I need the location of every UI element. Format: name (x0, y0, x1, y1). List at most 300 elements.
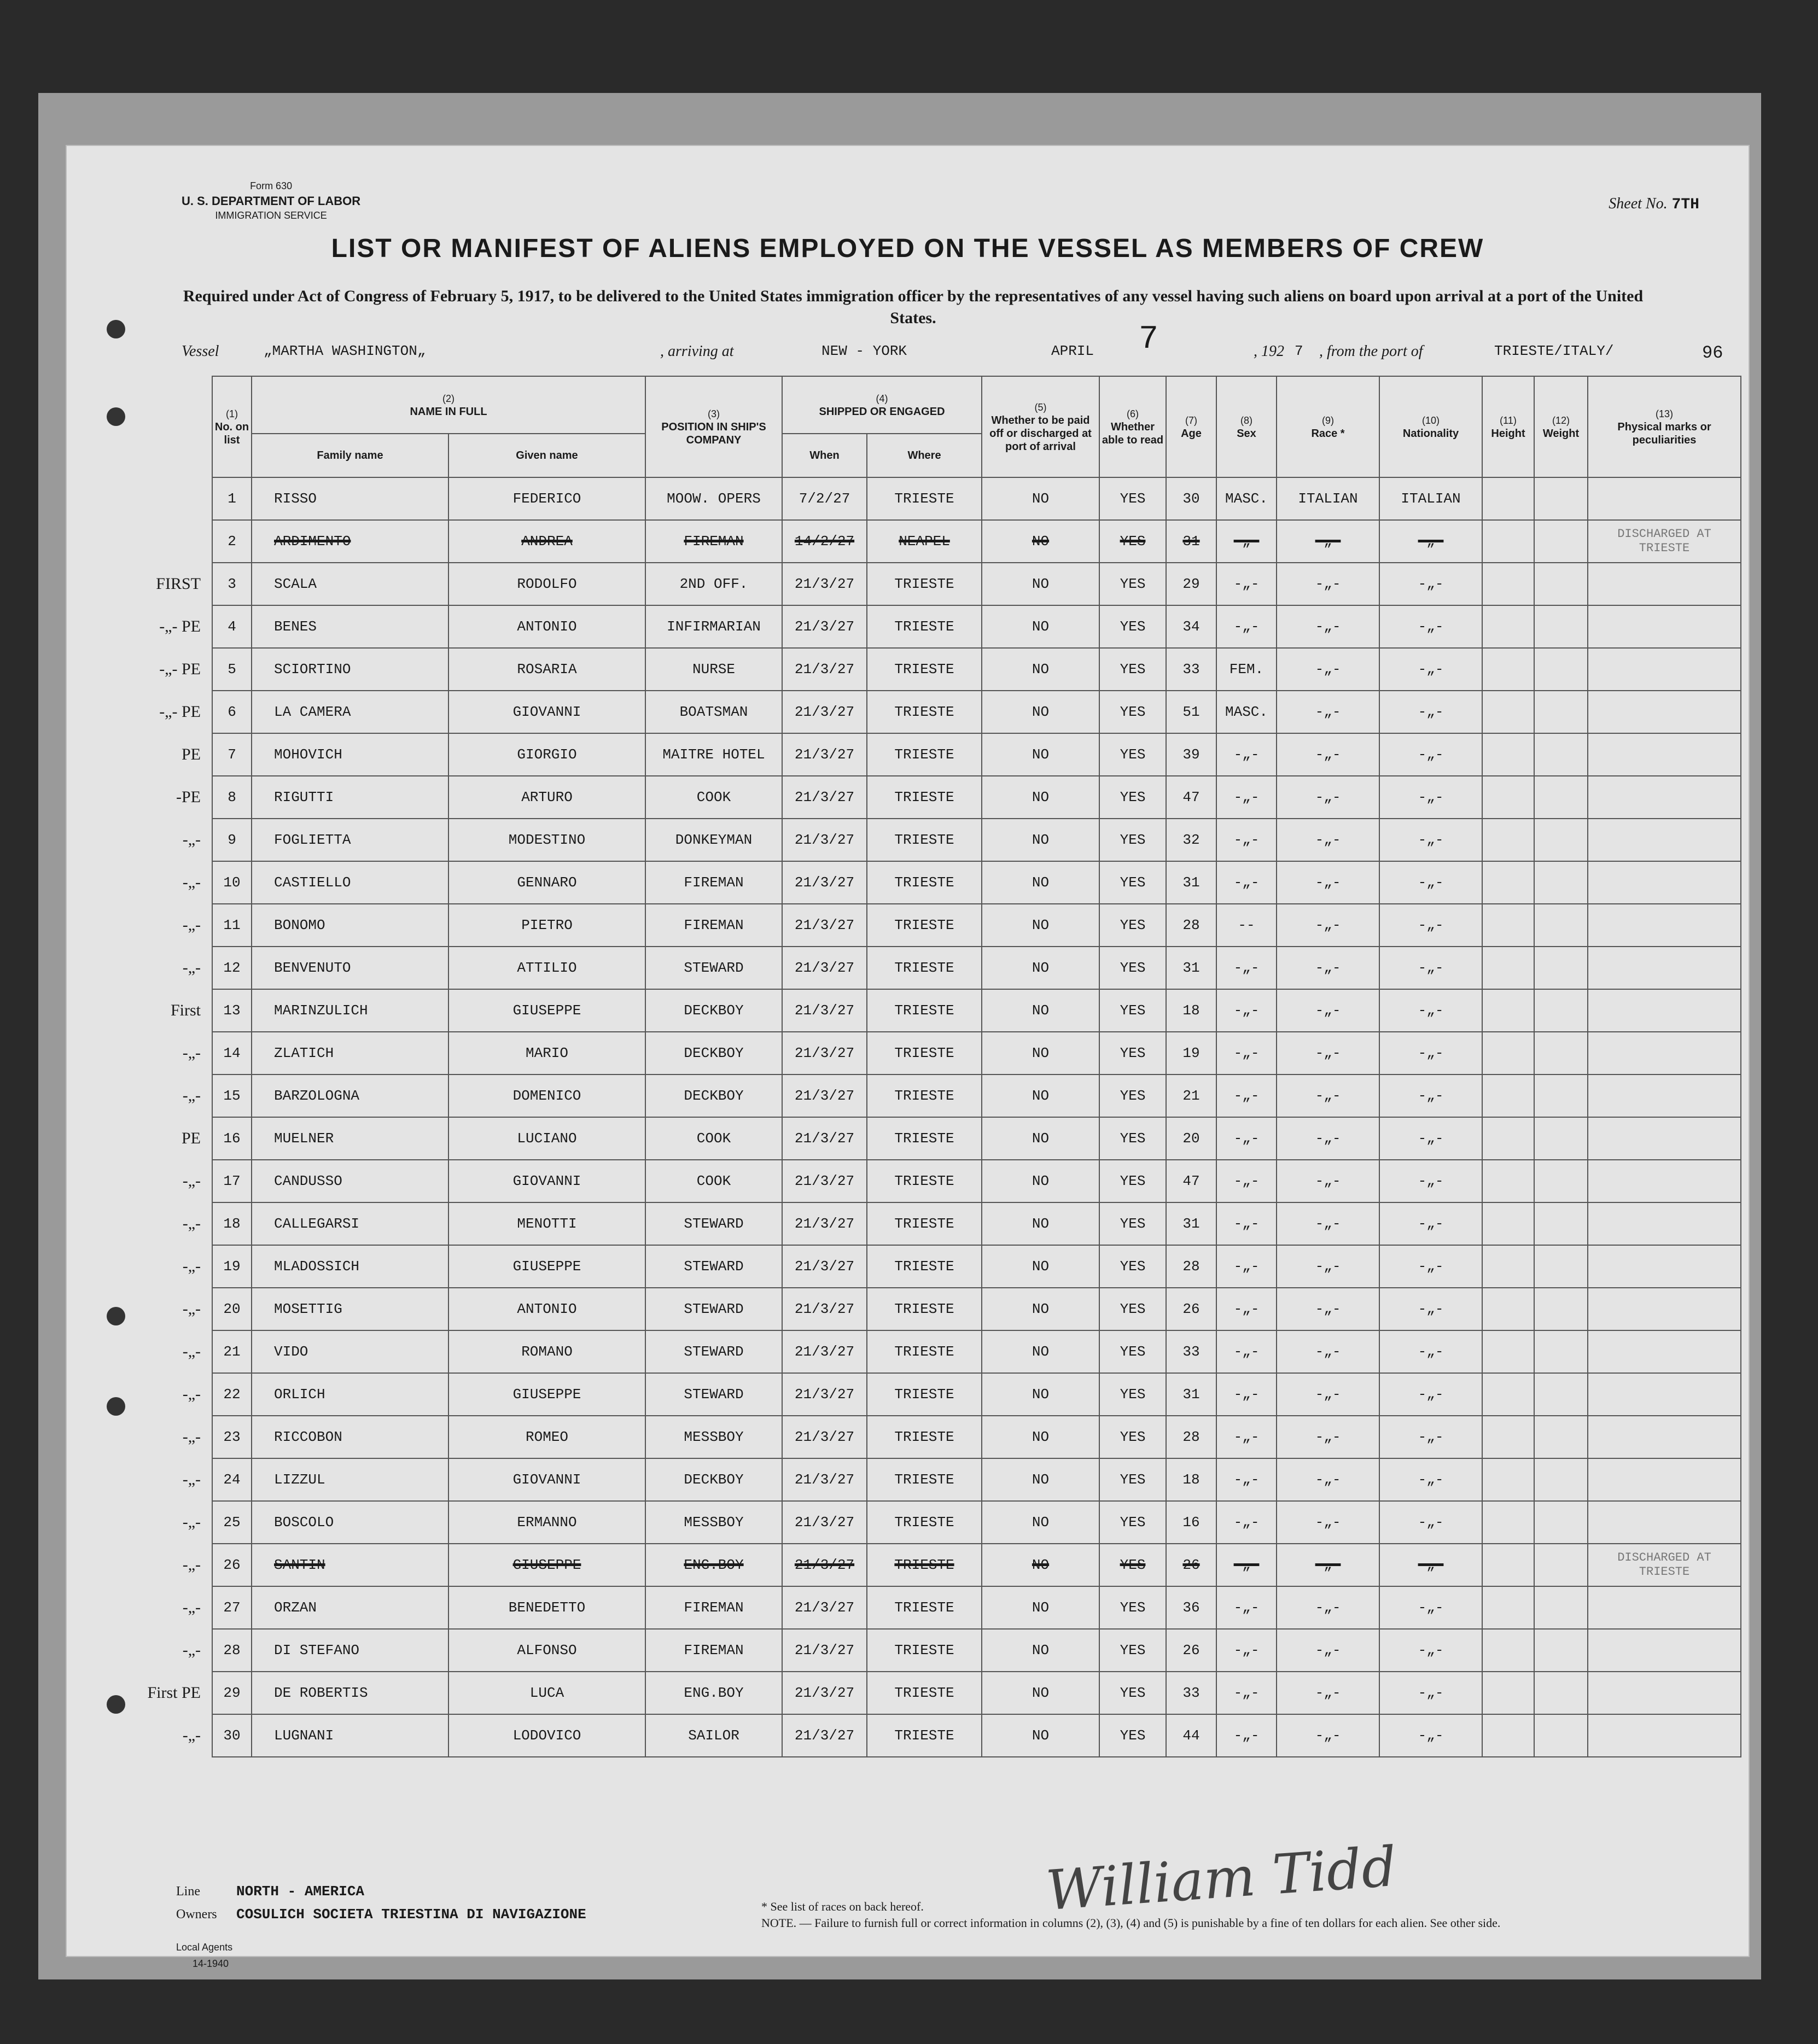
paid-off: NO (982, 648, 1099, 691)
sex: -„- (1216, 1672, 1277, 1714)
shipped-date: 21/3/27 (782, 563, 867, 605)
age: 34 (1166, 605, 1216, 648)
family-name: ORZAN (252, 1586, 448, 1629)
given-name: ANTONIO (448, 1288, 645, 1330)
family-name: MOSETTIG (252, 1288, 448, 1330)
given-name: GIOVANNI (448, 1458, 645, 1501)
weight (1534, 1714, 1588, 1757)
crew-rows (108, 477, 1741, 1757)
age: 44 (1166, 1714, 1216, 1757)
table-row (108, 1544, 1741, 1586)
position: STEWARD (645, 1288, 782, 1330)
row-number: 27 (212, 1586, 252, 1629)
weight (1534, 1501, 1588, 1544)
given-name: GIUSEPPE (448, 1245, 645, 1288)
shipped-port: TRIESTE (867, 1288, 982, 1330)
sex: -„- (1216, 733, 1277, 776)
table-row (108, 1672, 1741, 1714)
sex: -„- (1216, 1458, 1277, 1501)
height (1482, 1544, 1534, 1586)
family-name: MLADOSSICH (252, 1245, 448, 1288)
position: DECKBOY (645, 1458, 782, 1501)
from-label: , from the port of (1319, 343, 1423, 360)
height (1482, 691, 1534, 733)
race: -„- (1277, 605, 1379, 648)
race: -„- (1277, 861, 1379, 904)
paid-off: NO (982, 1458, 1099, 1501)
agents-label: Local Agents (176, 1942, 233, 1953)
table-row (108, 1032, 1741, 1074)
table-row (108, 776, 1741, 819)
nationality: -„- (1379, 1373, 1482, 1416)
age: 28 (1166, 904, 1216, 947)
col-header-paid-off: (5) Whether to be paid off or discharged at port of arrival (982, 376, 1099, 477)
height (1482, 989, 1534, 1032)
table-row (108, 1714, 1741, 1757)
age: 33 (1166, 648, 1216, 691)
nationality: -„- (1379, 1544, 1482, 1586)
race: -„- (1277, 1202, 1379, 1245)
able-to-read: YES (1099, 691, 1166, 733)
position: MAITRE HOTEL (645, 733, 782, 776)
row-number: 1 (212, 477, 252, 520)
height (1482, 1160, 1534, 1202)
row-number: 8 (212, 776, 252, 819)
col-header-shipped: (4) SHIPPED OR ENGAGED (782, 376, 982, 434)
paid-off: NO (982, 1032, 1099, 1074)
sex: -„- (1216, 1202, 1277, 1245)
family-name: DE ROBERTIS (252, 1672, 448, 1714)
family-name: LIZZUL (252, 1458, 448, 1501)
physical-marks (1588, 819, 1741, 861)
sex: -- (1216, 904, 1277, 947)
sex: -„- (1216, 520, 1277, 563)
shipped-port: TRIESTE (867, 989, 982, 1032)
shipped-date: 21/3/27 (782, 1501, 867, 1544)
race: -„- (1277, 1586, 1379, 1629)
physical-marks (1588, 1117, 1741, 1160)
position: MESSBOY (645, 1501, 782, 1544)
shipped-date: 21/3/27 (782, 1714, 867, 1757)
able-to-read: YES (1099, 1714, 1166, 1757)
shipped-port: TRIESTE (867, 1160, 982, 1202)
family-name: MUELNER (252, 1117, 448, 1160)
row-number: 6 (212, 691, 252, 733)
paid-off: NO (982, 1714, 1099, 1757)
nationality: -„- (1379, 1586, 1482, 1629)
height (1482, 1586, 1534, 1629)
paid-off: NO (982, 989, 1099, 1032)
shipped-date: 7/2/27 (782, 477, 867, 520)
row-number: 15 (212, 1074, 252, 1117)
paid-off: NO (982, 1416, 1099, 1458)
paid-off: NO (982, 1330, 1099, 1373)
row-number: 7 (212, 733, 252, 776)
col-header-position: (3) POSITION IN SHIP'S COMPANY (645, 376, 782, 477)
shipped-port: TRIESTE (867, 1373, 982, 1416)
position: BOATSMAN (645, 691, 782, 733)
table-row (108, 477, 1741, 520)
physical-marks (1588, 1714, 1741, 1757)
age: 28 (1166, 1416, 1216, 1458)
age: 28 (1166, 1245, 1216, 1288)
nationality: -„- (1379, 605, 1482, 648)
table-row (108, 1629, 1741, 1672)
nationality: -„- (1379, 1501, 1482, 1544)
paid-off: NO (982, 563, 1099, 605)
race: ITALIAN (1277, 477, 1379, 520)
able-to-read: YES (1099, 904, 1166, 947)
paid-off: NO (982, 776, 1099, 819)
paid-off: NO (982, 904, 1099, 947)
table-row (108, 819, 1741, 861)
sex: -„- (1216, 1288, 1277, 1330)
physical-marks (1588, 1160, 1741, 1202)
nationality: -„- (1379, 1330, 1482, 1373)
row-number: 28 (212, 1629, 252, 1672)
shipped-date: 21/3/27 (782, 1629, 867, 1672)
arriving-port: NEW - YORK (821, 343, 907, 359)
row-number: 24 (212, 1458, 252, 1501)
family-name: BOSCOLO (252, 1501, 448, 1544)
nationality: -„- (1379, 1629, 1482, 1672)
physical-marks: DISCHARGED AT TRIESTE (1588, 1544, 1741, 1586)
table-row (108, 691, 1741, 733)
paid-off: NO (982, 1373, 1099, 1416)
position: FIREMAN (645, 1586, 782, 1629)
form-header (182, 179, 360, 223)
able-to-read: YES (1099, 1629, 1166, 1672)
weight (1534, 1202, 1588, 1245)
col-header-name: (2) NAME IN FULL (252, 376, 645, 434)
sex: -„- (1216, 563, 1277, 605)
given-name: DOMENICO (448, 1074, 645, 1117)
row-margin-mark: -„- (182, 1172, 201, 1190)
physical-marks (1588, 904, 1741, 947)
nationality: -„- (1379, 1416, 1482, 1458)
shipped-date: 21/3/27 (782, 1032, 867, 1074)
nationality: -„- (1379, 1245, 1482, 1288)
shipped-port: TRIESTE (867, 648, 982, 691)
nationality: -„- (1379, 1074, 1482, 1117)
family-name: CALLEGARSI (252, 1202, 448, 1245)
punch-hole (107, 407, 125, 426)
given-name: PIETRO (448, 904, 645, 947)
paid-off: NO (982, 1288, 1099, 1330)
row-margin-mark: -„- (182, 1513, 201, 1531)
race: -„- (1277, 904, 1379, 947)
shipped-port: TRIESTE (867, 1245, 982, 1288)
weight (1534, 1416, 1588, 1458)
shipped-port: TRIESTE (867, 477, 982, 520)
able-to-read: YES (1099, 1202, 1166, 1245)
paid-off: NO (982, 1544, 1099, 1586)
race: -„- (1277, 1032, 1379, 1074)
age: 31 (1166, 520, 1216, 563)
race: -„- (1277, 520, 1379, 563)
sex: -„- (1216, 1373, 1277, 1416)
table-row (108, 1288, 1741, 1330)
row-margin-mark (108, 477, 212, 520)
family-name: CANDUSSO (252, 1160, 448, 1202)
position: STEWARD (645, 1330, 782, 1373)
weight (1534, 1629, 1588, 1672)
physical-marks (1588, 1458, 1741, 1501)
nationality: -„- (1379, 648, 1482, 691)
nationality: -„- (1379, 691, 1482, 733)
shipped-port: TRIESTE (867, 1117, 982, 1160)
service: IMMIGRATION SERVICE (215, 210, 327, 221)
nationality: -„- (1379, 1458, 1482, 1501)
height (1482, 1501, 1534, 1544)
physical-marks (1588, 947, 1741, 989)
race: -„- (1277, 648, 1379, 691)
shipped-port: TRIESTE (867, 861, 982, 904)
shipped-port: NEAPEL (867, 520, 982, 563)
family-name: SANTIN (252, 1544, 448, 1586)
race: -„- (1277, 733, 1379, 776)
given-name: GIORGIO (448, 733, 645, 776)
given-name: GIUSEPPE (448, 989, 645, 1032)
shipped-date: 21/3/27 (782, 1074, 867, 1117)
nationality: -„- (1379, 1672, 1482, 1714)
physical-marks (1588, 1330, 1741, 1373)
height (1482, 477, 1534, 520)
height (1482, 1074, 1534, 1117)
weight (1534, 1672, 1588, 1714)
physical-marks: DISCHARGED AT TRIESTE (1588, 520, 1741, 563)
height (1482, 733, 1534, 776)
weight (1534, 1544, 1588, 1586)
position: SAILOR (645, 1714, 782, 1757)
table-row (108, 1245, 1741, 1288)
age: 31 (1166, 947, 1216, 989)
race: -„- (1277, 1629, 1379, 1672)
family-name: SCALA (252, 563, 448, 605)
given-name: ATTILIO (448, 947, 645, 989)
nationality: -„- (1379, 776, 1482, 819)
position: DECKBOY (645, 1074, 782, 1117)
family-name: MOHOVICH (252, 733, 448, 776)
able-to-read: YES (1099, 1074, 1166, 1117)
physical-marks (1588, 691, 1741, 733)
sheet-number (1609, 195, 1699, 213)
height (1482, 1032, 1534, 1074)
row-number: 14 (212, 1032, 252, 1074)
sex: -„- (1216, 1330, 1277, 1373)
shipped-port: TRIESTE (867, 1330, 982, 1373)
row-margin-mark: -„- PE (159, 660, 201, 678)
paid-off: NO (982, 947, 1099, 989)
table-row (108, 947, 1741, 989)
weight (1534, 733, 1588, 776)
row-number: 4 (212, 605, 252, 648)
able-to-read: YES (1099, 819, 1166, 861)
punch-hole (107, 1397, 125, 1416)
shipped-date: 21/3/27 (782, 733, 867, 776)
physical-marks (1588, 1032, 1741, 1074)
height (1482, 861, 1534, 904)
able-to-read: YES (1099, 776, 1166, 819)
paid-off: NO (982, 1586, 1099, 1629)
family-name: MARINZULICH (252, 989, 448, 1032)
family-name: CASTIELLO (252, 861, 448, 904)
table-row (108, 861, 1741, 904)
sex: -„- (1216, 1714, 1277, 1757)
vessel-name: „MARTHA WASHINGTON„ (264, 343, 426, 359)
given-name: RODOLFO (448, 563, 645, 605)
age: 31 (1166, 1202, 1216, 1245)
shipped-date: 21/3/27 (782, 947, 867, 989)
row-margin-mark: -PE (176, 788, 201, 806)
physical-marks (1588, 989, 1741, 1032)
weight (1534, 1245, 1588, 1288)
given-name: MARIO (448, 1032, 645, 1074)
age: 39 (1166, 733, 1216, 776)
able-to-read: YES (1099, 1288, 1166, 1330)
position: DECKBOY (645, 989, 782, 1032)
family-name: LA CAMERA (252, 691, 448, 733)
given-name: LUCA (448, 1672, 645, 1714)
paid-off: NO (982, 733, 1099, 776)
age: 18 (1166, 989, 1216, 1032)
nationality: -„- (1379, 904, 1482, 947)
position: STEWARD (645, 947, 782, 989)
row-number: 2 (212, 520, 252, 563)
paid-off: NO (982, 1629, 1099, 1672)
given-name: ANTONIO (448, 605, 645, 648)
family-name: VIDO (252, 1330, 448, 1373)
shipped-port: TRIESTE (867, 904, 982, 947)
table-row (108, 989, 1741, 1032)
race: -„- (1277, 947, 1379, 989)
table-row (108, 1586, 1741, 1629)
row-number: 26 (212, 1544, 252, 1586)
row-margin-mark: FIRST (156, 575, 201, 593)
paid-off: NO (982, 1117, 1099, 1160)
physical-marks (1588, 733, 1741, 776)
row-number: 18 (212, 1202, 252, 1245)
height (1482, 1202, 1534, 1245)
punch-hole (107, 1695, 125, 1714)
paid-off: NO (982, 477, 1099, 520)
age: 33 (1166, 1330, 1216, 1373)
physical-marks (1588, 1074, 1741, 1117)
weight (1534, 1117, 1588, 1160)
height (1482, 947, 1534, 989)
paid-off: NO (982, 605, 1099, 648)
family-name: BONOMO (252, 904, 448, 947)
family-name: ORLICH (252, 1373, 448, 1416)
col-header-physical: (13) Physical marks or peculiarities (1588, 376, 1741, 477)
shipped-date: 21/3/27 (782, 904, 867, 947)
race: -„- (1277, 563, 1379, 605)
position: COOK (645, 1117, 782, 1160)
height (1482, 1458, 1534, 1501)
given-name: ERMANNO (448, 1501, 645, 1544)
margin-header (108, 376, 212, 477)
sex: -„- (1216, 1160, 1277, 1202)
table-row (108, 1501, 1741, 1544)
height (1482, 1117, 1534, 1160)
weight (1534, 1032, 1588, 1074)
weight (1534, 563, 1588, 605)
physical-marks (1588, 1416, 1741, 1458)
row-margin-mark: PE (181, 745, 201, 763)
physical-marks (1588, 1202, 1741, 1245)
physical-marks (1588, 563, 1741, 605)
physical-marks (1588, 1288, 1741, 1330)
age: 30 (1166, 477, 1216, 520)
position: COOK (645, 776, 782, 819)
given-name: FEDERICO (448, 477, 645, 520)
col-header-sex: (8) Sex (1216, 376, 1277, 477)
sex: -„- (1216, 1586, 1277, 1629)
weight (1534, 1074, 1588, 1117)
age: 47 (1166, 776, 1216, 819)
row-number: 21 (212, 1330, 252, 1373)
shipped-port: TRIESTE (867, 605, 982, 648)
race: -„- (1277, 1672, 1379, 1714)
given-name: GENNARO (448, 861, 645, 904)
family-name: BARZOLOGNA (252, 1074, 448, 1117)
able-to-read: YES (1099, 648, 1166, 691)
able-to-read: YES (1099, 1330, 1166, 1373)
position: NURSE (645, 648, 782, 691)
position: DECKBOY (645, 1032, 782, 1074)
shipped-port: TRIESTE (867, 1544, 982, 1586)
nationality: -„- (1379, 989, 1482, 1032)
row-number: 25 (212, 1501, 252, 1544)
shipped-port: TRIESTE (867, 691, 982, 733)
table-row (108, 904, 1741, 947)
weight (1534, 1373, 1588, 1416)
row-number: 17 (212, 1160, 252, 1202)
table-row (108, 1330, 1741, 1373)
row-margin-mark: -„- (182, 1342, 201, 1360)
physical-marks (1588, 1672, 1741, 1714)
age: 51 (1166, 691, 1216, 733)
sheet-label: Sheet No. (1609, 195, 1668, 212)
shipped-date: 21/3/27 (782, 819, 867, 861)
row-margin-mark: -„- (182, 831, 201, 849)
shipped-date: 21/3/27 (782, 1458, 867, 1501)
given-name: LUCIANO (448, 1117, 645, 1160)
physical-marks (1588, 477, 1741, 520)
shipped-date: 21/3/27 (782, 1544, 867, 1586)
sex: MASC. (1216, 477, 1277, 520)
page-subtitle: Required under Act of Congress of February 5, 1917, to be delivered to the United States immigration officer by the representatives of any vessel having such aliens on board upon arrival at a port of the United States. (183, 287, 1644, 327)
form-code: 14-1940 (193, 1958, 229, 1969)
year-label: , 192 (1254, 343, 1284, 360)
shipped-port: TRIESTE (867, 1586, 982, 1629)
row-number: 29 (212, 1672, 252, 1714)
signature: William Tidd (1044, 1834, 1399, 1923)
weight (1534, 1160, 1588, 1202)
family-name: LUGNANI (252, 1714, 448, 1757)
arrival-day: 7 (1139, 321, 1159, 358)
height (1482, 520, 1534, 563)
row-margin-mark: -„- (182, 1598, 201, 1616)
row-number: 11 (212, 904, 252, 947)
physical-marks (1588, 776, 1741, 819)
position: STEWARD (645, 1202, 782, 1245)
sex: -„- (1216, 776, 1277, 819)
paid-off: NO (982, 1245, 1099, 1288)
col-header-where: Where (867, 434, 982, 477)
able-to-read: YES (1099, 1160, 1166, 1202)
col-header-age: (7) Age (1166, 376, 1216, 477)
